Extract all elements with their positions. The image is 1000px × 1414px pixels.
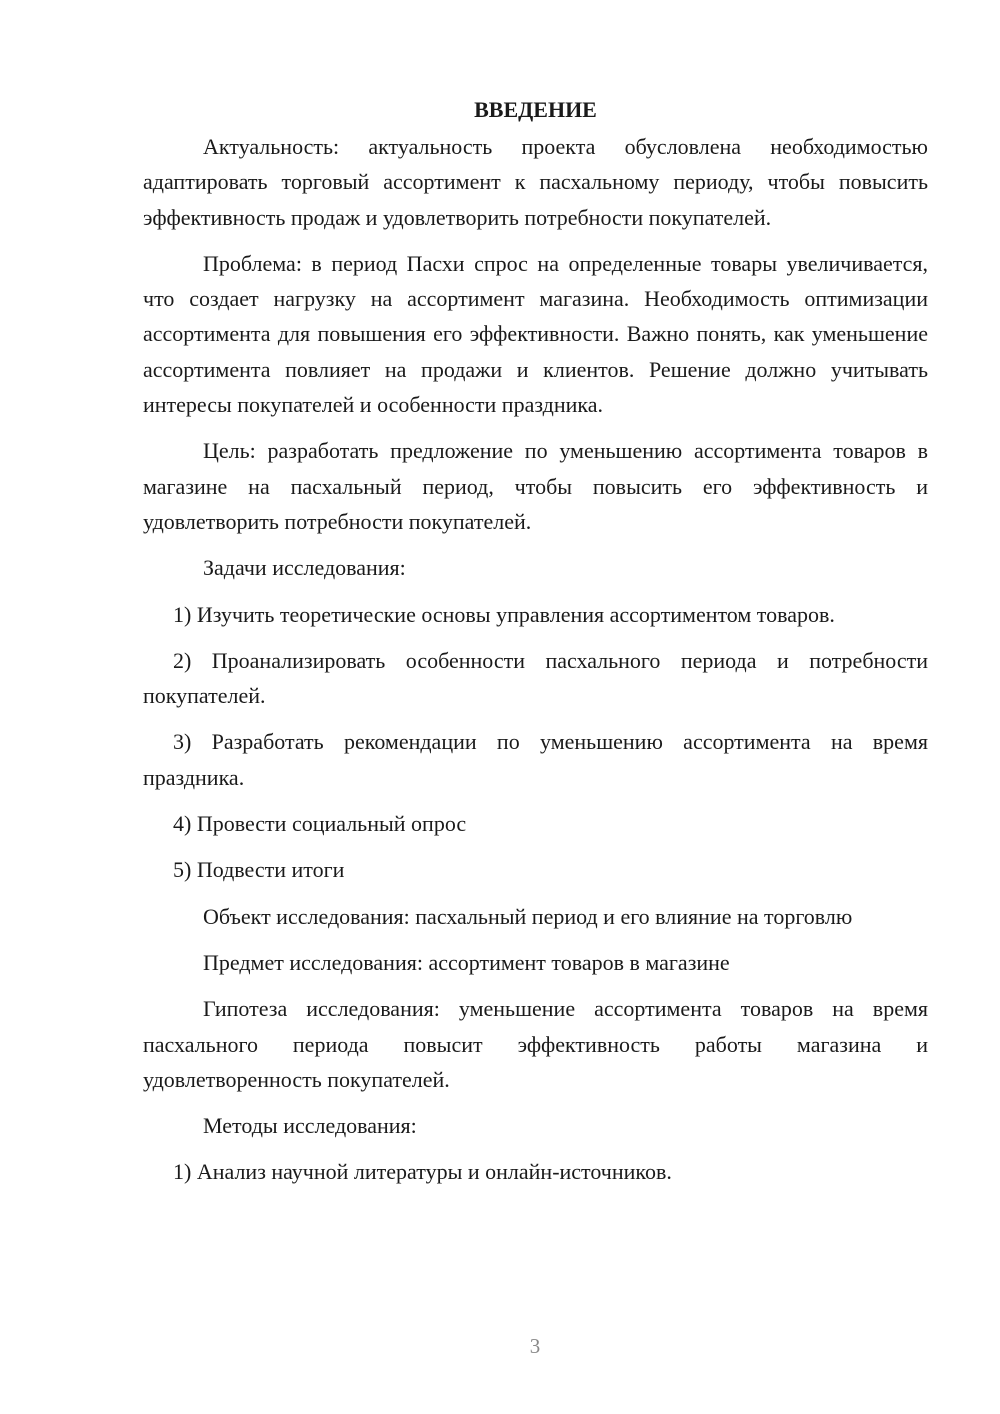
goal-paragraph: Цель: разработать предложение по уменьшению ассортимента товаров в магазине на пасхальный период, чтобы повысить его эффективность и удовлетворить потребности покупателей. <box>143 438 928 534</box>
subject-paragraph: Предмет исследования: ассортимент товаров в магазине <box>203 949 730 975</box>
problem-paragraph: Проблема: в период Пасхи спрос на определенные товары увеличивается, что создает нагрузку на ассортимент магазина. Необходимость оптимизации ассортимента для повышения его эффективности. Важно понять, как уменьшение ассортимента повлияет на продажи и клиентов. Решение должно учитывать интересы покупателей и особенности праздника. <box>143 250 928 418</box>
task-item-4: 4) Провести социальный опрос <box>173 811 467 837</box>
method-item-1: 1) Анализ научной литературы и онлайн-источников. <box>173 1159 672 1185</box>
page-number: 3 <box>529 1334 541 1358</box>
task-item-1: 1) Изучить теоретические основы управления ассортиментом товаров. <box>173 601 835 627</box>
object-paragraph: Объект исследования: пасхальный период и его влияние на торговлю <box>203 903 853 929</box>
section-title: ВВЕДЕНИЕ <box>474 97 597 122</box>
methods-heading: Методы исследования: <box>203 1113 417 1139</box>
task-item-5: 5) Подвести итоги <box>173 857 345 883</box>
document-page <box>143 92 928 1201</box>
task-item-2: 2) Проанализировать особенности пасхального периода и потребности покупателей. <box>143 647 928 709</box>
relevance-paragraph: Актуальность: актуальность проекта обусловлена необходимостью адаптировать торговый ассортимент к пасхальному периоду, чтобы повысить эффективность продаж и удовлетворить потребности покупателей. <box>143 134 928 230</box>
tasks-heading: Задачи исследования: <box>203 555 406 581</box>
task-item-3: 3) Разработать рекомендации по уменьшению ассортимента на время праздника. <box>143 729 928 790</box>
hypothesis-paragraph: Гипотеза исследования: уменьшение ассортимента товаров на время пасхального периода повысит эффективность работы магазина и удовлетворенность покупателей. <box>143 996 928 1092</box>
